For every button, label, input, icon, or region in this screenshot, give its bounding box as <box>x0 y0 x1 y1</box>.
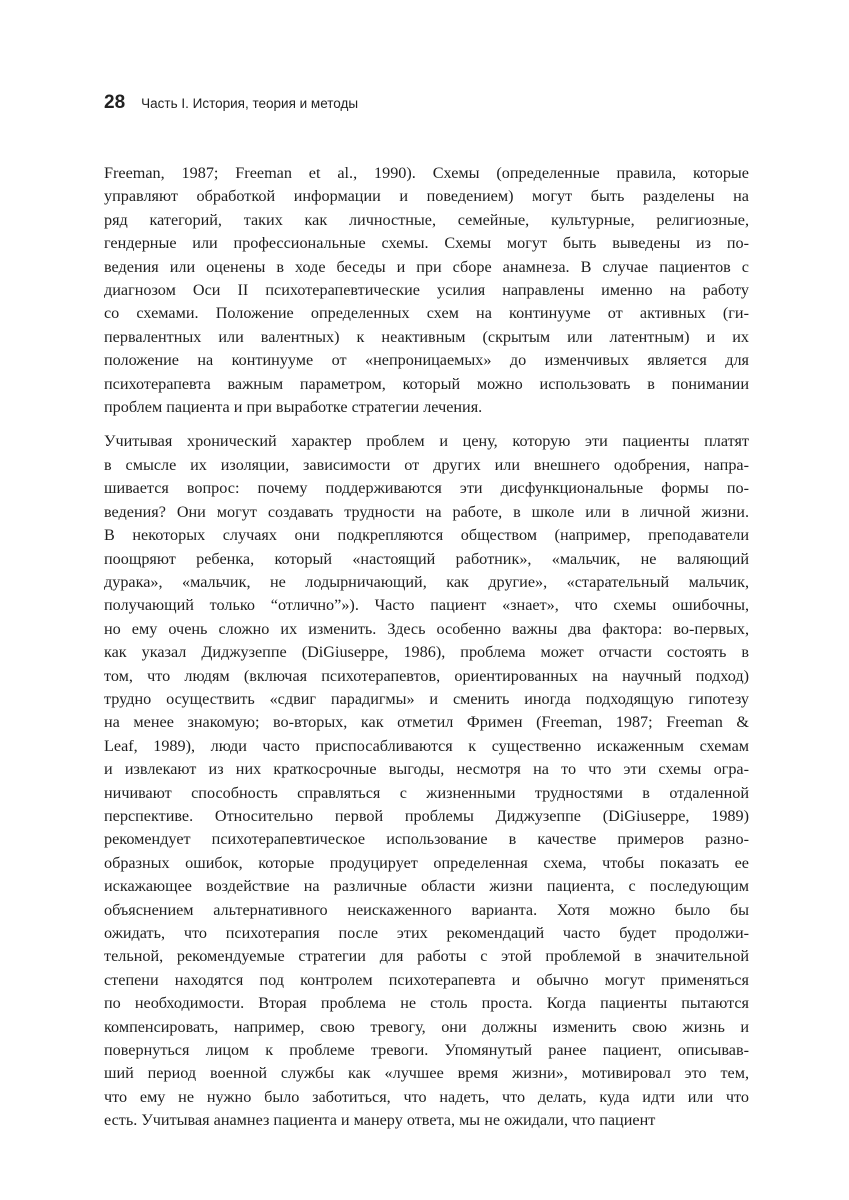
text-line: со схемами. Положение определенных схем на континууме от активных (ги- <box>104 304 749 323</box>
paragraph-1 <box>104 162 749 419</box>
text-line: Leaf, 1989), люди часто приспосабливаются к существенно искаженным схемам <box>104 736 749 755</box>
text-line: что ему не нужно было заботиться, что надеть, что делать, куда идти или что <box>104 1087 749 1106</box>
text-line: тельной, рекомендуемые стратегии для работы с этой проблемой в значительной <box>104 947 749 966</box>
text-line: получающий только “отлично”»). Часто пациент «знает», что схемы ошибочны, <box>104 596 749 615</box>
text-line: рекомендует психотерапевтическое использование в качестве примеров разно- <box>104 830 749 849</box>
text-line: по необходимости. Вторая проблема не столь проста. Когда пациенты пытаются <box>104 994 749 1013</box>
text-line: искажающее воздействие на различные области жизни пациента, с последующим <box>104 877 749 896</box>
page-header <box>104 92 358 114</box>
body-text <box>104 162 749 1133</box>
text-line: том, что людям (включая психотерапевтов, ориентированных на научный подход) <box>104 666 749 685</box>
text-line: шивается вопрос: почему поддерживаются эти дисфункциональные формы по- <box>104 479 749 498</box>
text-line: положение на континууме от «непроницаемых» до изменчивых является для <box>104 351 749 370</box>
text-line: дурака», «мальчик, не лодырничающий, как другие», «старательный мальчик, <box>104 572 749 591</box>
text-line: психотерапевта важным параметром, который можно использовать в понимании <box>104 374 749 393</box>
text-line: проблем пациента и при выработке стратегии лечения. <box>104 398 483 417</box>
text-line: образных ошибок, которые продуцирует определенная схема, чтобы показать ее <box>104 853 749 872</box>
text-line: ший период военной службы как «лучшее время жизни», мотивировал это тем, <box>104 1064 749 1083</box>
text-line: управляют обработкой информации и поведением) могут быть разделены на <box>104 187 749 206</box>
text-line: и извлекают из них краткосрочные выгоды, несмотря на то что эти схемы огра- <box>104 760 749 779</box>
text-line: повернуться лицом к проблеме тревоги. Упомянутый ранее пациент, описывав- <box>104 1041 749 1060</box>
text-line: в смысле их изоляции, зависимости от других или внешнего одобрения, напра- <box>104 455 749 474</box>
text-line: компенсировать, например, свою тревогу, они должны изменить свою жизнь и <box>104 1017 749 1036</box>
text-line: ряд категорий, таких как личностные, семейные, культурные, религиозные, <box>104 210 749 229</box>
text-line: В некоторых случаях они подкрепляются обществом (например, преподаватели <box>104 526 749 545</box>
text-line: Freeman, 1987; Freeman et al., 1990). Схемы (определенные правила, которые <box>104 164 749 182</box>
text-line: трудно осуществить «сдвиг парадигмы» и сменить иногда подходящую гипотезу <box>104 689 749 708</box>
paragraph-2 <box>104 430 749 1132</box>
text-line: но ему очень сложно их изменить. Здесь особенно важны два фактора: во-первых, <box>104 619 749 638</box>
text-line: степени находятся под контролем психотерапевта и обычно могут применяться <box>104 970 749 989</box>
text-line: диагнозом Оси II психотерапевтические усилия направлены именно на работу <box>104 281 749 300</box>
text-line: есть. Учитывая анамнез пациента и манеру ответа, мы не ожидали, что пациент <box>104 1111 656 1130</box>
text-line: объяснением альтернативного неискаженного варианта. Хотя можно было бы <box>104 900 749 919</box>
page-number: 28 <box>104 92 126 113</box>
text-line: Учитывая хронический характер проблем и цену, которую эти пациенты платят <box>104 432 749 451</box>
text-line: поощряют ребенка, который «настоящий работник», «мальчик, не валяющий <box>104 549 749 568</box>
text-line: ожидать, что психотерапия после этих рекомендаций часто будет продолжи- <box>104 924 749 942</box>
text-line: на менее знакомую; во-вторых, как отметил Фримен (Freeman, 1987; Freeman & <box>104 713 749 732</box>
text-line: ведения? Они могут создавать трудности на работе, в школе или в личной жизни. <box>104 502 749 521</box>
text-line: как указал Диджузеппе (DiGiuseppe, 1986), проблема может отчасти состоять в <box>104 643 749 662</box>
text-line: ничивают способность справляться с жизненными трудностями в отдаленной <box>104 783 749 802</box>
text-line: ведения или оценены в ходе беседы и при сборе анамнеза. В случае пациентов с <box>104 257 749 276</box>
text-line: первалентных или валентных) к неактивным (скрытым или латентным) и их <box>104 327 749 346</box>
text-line: перспективе. Относительно первой проблемы Диджузеппе (DiGiuseppe, 1989) <box>104 806 749 825</box>
running-head: Часть I. История, теория и методы <box>141 96 359 111</box>
text-line: гендерные или профессиональные схемы. Схемы могут быть выведены из по- <box>104 234 749 253</box>
